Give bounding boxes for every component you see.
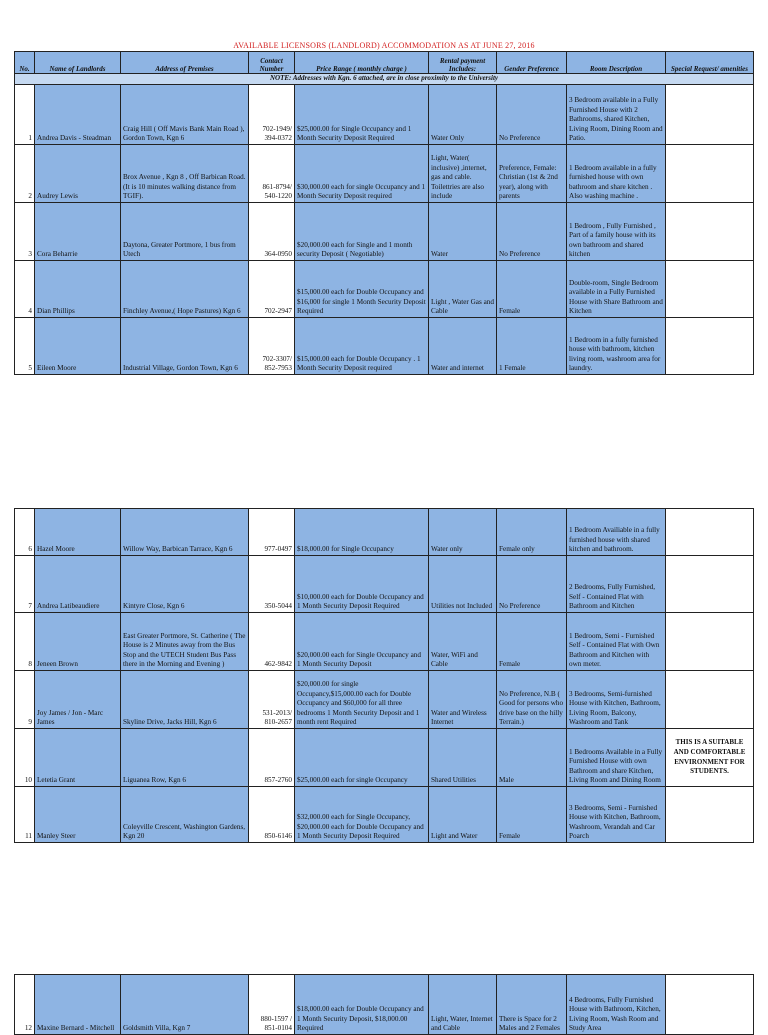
cell-contact: 702-1949/ 394-0372 xyxy=(249,85,295,145)
col-header-price: Price Range ( monthly charge ) xyxy=(295,52,429,74)
col-header-includes: Rental payment Includes: xyxy=(429,52,497,74)
cell-gender: No Preference xyxy=(497,203,567,261)
cell-gender: There is Space for 2 Males and 2 Females xyxy=(497,975,567,1035)
cell-special-request xyxy=(666,556,754,613)
sheet-title: AVAILABLE LICENSORS (LANDLORD) ACCOMMODATION AS AT JUNE 27, 2016 xyxy=(233,41,535,50)
table-row xyxy=(15,975,754,1035)
cell-contact: 857-2760 xyxy=(249,729,295,787)
listings-table-page-1 xyxy=(14,51,754,375)
rows-page-2 xyxy=(15,509,754,843)
col-header-room: Room Description xyxy=(567,52,666,74)
cell-includes: Water only xyxy=(429,509,497,556)
cell-no: 2 xyxy=(15,145,35,203)
col-header-gender: Gender Preference xyxy=(497,52,567,74)
cell-contact: 364-0950 xyxy=(249,203,295,261)
listings-table-page-2 xyxy=(14,508,754,843)
cell-special-request xyxy=(666,975,754,1035)
cell-room-description: 3 Bedrooms, Semi - Furnished House with Kitchen, Bathroom, Washroom, Verandah and Car Poarch xyxy=(567,787,666,843)
table-row xyxy=(15,85,754,145)
cell-landlord-name: Joy James / Jon - Marc James xyxy=(35,671,121,729)
cell-landlord-name: Maxine Bernard - Mitchell xyxy=(35,975,121,1035)
cell-gender: Female only xyxy=(497,509,567,556)
cell-no: 12 xyxy=(15,975,35,1035)
cell-no: 8 xyxy=(15,613,35,671)
cell-address: Goldsmith Villa, Kgn 7 xyxy=(121,975,249,1035)
cell-no: 3 xyxy=(15,203,35,261)
cell-address: Willow Way, Barbican Tarrace, Kgn 6 xyxy=(121,509,249,556)
cell-special-request xyxy=(666,261,754,318)
cell-room-description: 1 Bedroom available in a fully furnished house with own bathroom and share kitchen . Also washing machine . xyxy=(567,145,666,203)
cell-price: $20,000.00 each for Single and 1 month security Deposit ( Negotiable) xyxy=(295,203,429,261)
cell-address: Liguanea Row, Kgn 6 xyxy=(121,729,249,787)
cell-address: Brox Avenue , Kgn 8 , Off Barbican Road. (It is 10 minutes walking distance from TGIF). xyxy=(121,145,249,203)
cell-landlord-name: Andrea Davis - Steadman xyxy=(35,85,121,145)
cell-price: $18,000.00 each for Double Occupancy and 1 Month Security Deposit, $18,000.00 Required xyxy=(295,975,429,1035)
cell-special-request xyxy=(666,671,754,729)
cell-price: $32,000.00 each for Single Occupancy, $20,000.00 each for Double Occupancy and 1 Month Security Deposit Required xyxy=(295,787,429,843)
col-header-name: Name of Landlords xyxy=(35,52,121,74)
cell-price: $30,000.00 each for single Occupancy and 1 Month Security Deposit required xyxy=(295,145,429,203)
cell-landlord-name: Andrea Latibeaudiere xyxy=(35,556,121,613)
cell-includes: Light, Water( inclusive) ,internet, gas and cable. Toilettries are also include xyxy=(429,145,497,203)
rows-page-1 xyxy=(15,85,754,375)
cell-price: $25,000.00 each for single Occupancy xyxy=(295,729,429,787)
cell-landlord-name: Cora Beharrie xyxy=(35,203,121,261)
cell-special-request xyxy=(666,509,754,556)
cell-room-description: 1 Bedroom, Semi - Furnished Self - Contained Flat with Own Bathroom and Kitchen with own meter. xyxy=(567,613,666,671)
cell-contact: 350-5044 xyxy=(249,556,295,613)
cell-includes: Water, WiFi and Cable xyxy=(429,613,497,671)
cell-no: 6 xyxy=(15,509,35,556)
cell-no: 7 xyxy=(15,556,35,613)
table-row xyxy=(15,318,754,375)
cell-landlord-name: Manley Steer xyxy=(35,787,121,843)
col-header-address: Address of Premises xyxy=(121,52,249,74)
cell-gender: Male xyxy=(497,729,567,787)
table-row xyxy=(15,613,754,671)
cell-includes: Water Only xyxy=(429,85,497,145)
cell-special-request: THIS IS A SUITABLE AND COMFORTABLE ENVIRONMENT FOR STUDENTS. xyxy=(666,729,754,787)
table-row xyxy=(15,203,754,261)
listings-table-page-3 xyxy=(14,974,754,1035)
cell-address: Kintyre Close, Kgn 6 xyxy=(121,556,249,613)
cell-address: Coleyville Crescent, Washington Gardens, Kgn 20 xyxy=(121,787,249,843)
cell-gender: Female xyxy=(497,613,567,671)
cell-includes: Light , Water Gas and Cable xyxy=(429,261,497,318)
cell-no: 5 xyxy=(15,318,35,375)
table-row xyxy=(15,145,754,203)
col-header-special: Special Request/ amenities xyxy=(666,52,754,74)
cell-contact: 702-3307/ 852-7953 xyxy=(249,318,295,375)
cell-room-description: 4 Bedrooms, Fully Furnished House with Bathroom, Kitchen, Living Room, Wash Room and Study Area xyxy=(567,975,666,1035)
cell-address: Finchley Avenue,( Hope Pastures) Kgn 6 xyxy=(121,261,249,318)
cell-no: 4 xyxy=(15,261,35,318)
cell-special-request xyxy=(666,787,754,843)
cell-gender: Female xyxy=(497,261,567,318)
cell-includes: Shared Utilities xyxy=(429,729,497,787)
cell-contact: 861-8794/ 540-1220 xyxy=(249,145,295,203)
table-row xyxy=(15,787,754,843)
cell-room-description: 1 Bedrooms Available in a Fully Furnished House with own Bathroom and share Kitchen, Living Room and Dining Room xyxy=(567,729,666,787)
cell-no: 10 xyxy=(15,729,35,787)
cell-landlord-name: Hazel Moore xyxy=(35,509,121,556)
cell-room-description: 1 Bedroom , Fully Furnished , Part of a family house with its own bathroom and shared kitchen xyxy=(567,203,666,261)
cell-landlord-name: Dian Phillips xyxy=(35,261,121,318)
cell-includes: Water and Wireless Internet xyxy=(429,671,497,729)
cell-price: $10,000.00 each for Double Occupancy and 1 Month Security Deposit Required xyxy=(295,556,429,613)
table-row xyxy=(15,729,754,787)
cell-no: 11 xyxy=(15,787,35,843)
cell-room-description: Double-room, Single Bedroom available in a Fully Furnished House with Share Bathroom and Kitchen xyxy=(567,261,666,318)
cell-includes: Water xyxy=(429,203,497,261)
cell-no: 9 xyxy=(15,671,35,729)
cell-includes: Utilities not Included xyxy=(429,556,497,613)
cell-room-description: 2 Bedrooms, Fully Furnished, Self - Contained Flat with Bathroom and Kitchen xyxy=(567,556,666,613)
cell-special-request xyxy=(666,318,754,375)
col-header-contact: Contact Number xyxy=(249,52,295,74)
cell-landlord-name: Letetia Grant xyxy=(35,729,121,787)
cell-gender: Female xyxy=(497,787,567,843)
table-row xyxy=(15,509,754,556)
proximity-note: NOTE: Addresses with Kgn. 6 attached, are in close proximity to the University xyxy=(15,74,754,85)
cell-price: $15,000.00 each for Double Occupancy . 1 Month Security Deposit required xyxy=(295,318,429,375)
cell-price: $15,000.00 each for Double Occupancy and $16,000 for single 1 Month Security Deposit Required xyxy=(295,261,429,318)
cell-contact: 977-0497 xyxy=(249,509,295,556)
cell-gender: No Preference xyxy=(497,85,567,145)
cell-gender: Preference, Female: Christian (1st & 2nd year), along with parents xyxy=(497,145,567,203)
table-row xyxy=(15,556,754,613)
cell-includes: Light and Water xyxy=(429,787,497,843)
note-row xyxy=(15,74,754,85)
cell-gender: 1 Female xyxy=(497,318,567,375)
header-row xyxy=(15,52,754,74)
cell-price: $25,000.00 for Single Occupancy and 1 Month Security Deposit Required xyxy=(295,85,429,145)
cell-contact: 880-1597 / 851-0104 xyxy=(249,975,295,1035)
cell-address: Craig Hill ( Off Mavis Bank Main Road ), Gordon Town, Kgn 6 xyxy=(121,85,249,145)
cell-address: Daytona, Greater Portmore, 1 bus from Utech xyxy=(121,203,249,261)
cell-price: $20,000.00 for single Occupancy,$15,000.00 each for Double Occupancy and $60,000 for all three bedrooms 1 Month Security Deposit and 1 month rent Required xyxy=(295,671,429,729)
cell-room-description: 1 Bedroom Availiable in a fully furnished house with shared kitchen and bathroom. xyxy=(567,509,666,556)
cell-special-request xyxy=(666,145,754,203)
cell-contact: 850-6146 xyxy=(249,787,295,843)
cell-room-description: 3 Bedrooms, Semi-furnished House with Kitchen, Bathroom, Living Room, Balcony, Washroom and Tank xyxy=(567,671,666,729)
cell-contact: 531-2013/ 810-2657 xyxy=(249,671,295,729)
col-header-no: No. xyxy=(15,52,35,74)
rows-page-3 xyxy=(15,975,754,1035)
cell-room-description: 3 Bedroom available in a Fully Furnished House with 2 Bathrooms, shared Kitchen, Living Room, Dining Room and Patio. xyxy=(567,85,666,145)
cell-landlord-name: Audrey Lewis xyxy=(35,145,121,203)
cell-price: $18,000.00 for Single Occupancy xyxy=(295,509,429,556)
cell-gender: No Preference, N.B ( Good for persons who drive base on the hilly Terrain.) xyxy=(497,671,567,729)
cell-landlord-name: Eileen Moore xyxy=(35,318,121,375)
cell-includes: Light, Water, Internet and Cable xyxy=(429,975,497,1035)
table-row xyxy=(15,671,754,729)
table-row xyxy=(15,261,754,318)
cell-address: Industrial Village, Gordon Town, Kgn 6 xyxy=(121,318,249,375)
cell-price: $20,000.00 each for Single Occupancy and 1 Month Security Deposit xyxy=(295,613,429,671)
cell-special-request xyxy=(666,85,754,145)
cell-gender: No Preference xyxy=(497,556,567,613)
cell-room-description: 1 Bedroom in a fully furnished house with bathroom, kitchen living room, washroom area for laundry. xyxy=(567,318,666,375)
cell-address: East Greater Portmore, St. Catherine ( The House is 2 Minutes away from the Bus Stop and the UTECH Student Bus Pass there in the Morning and Evening ) xyxy=(121,613,249,671)
cell-address: Skyline Drive, Jacks Hill, Kgn 6 xyxy=(121,671,249,729)
cell-includes: Water and internet xyxy=(429,318,497,375)
cell-contact: 462-9842 xyxy=(249,613,295,671)
cell-contact: 702-2947 xyxy=(249,261,295,318)
cell-landlord-name: Jeneen Brown xyxy=(35,613,121,671)
cell-special-request xyxy=(666,613,754,671)
cell-special-request xyxy=(666,203,754,261)
cell-no: 1 xyxy=(15,85,35,145)
